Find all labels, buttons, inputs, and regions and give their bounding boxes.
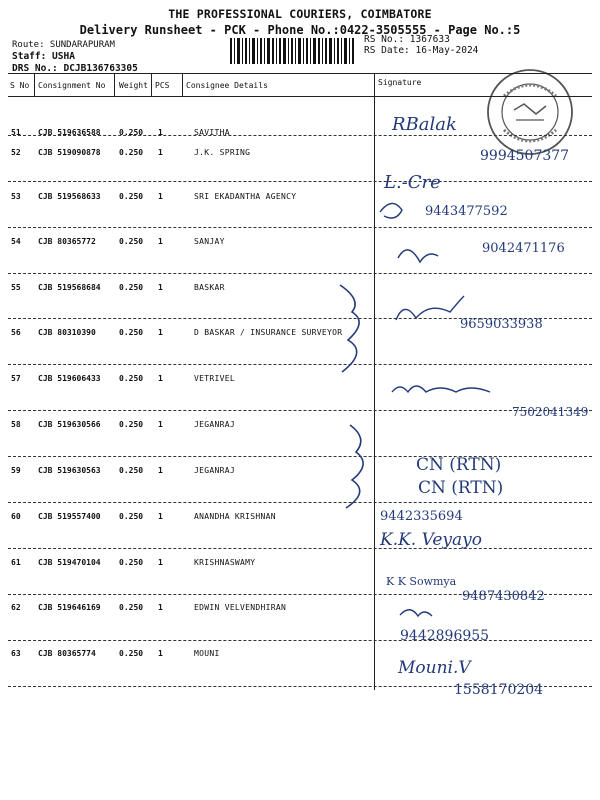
row-pcs: 1 [158,283,163,292]
row-consignee: JEGANRAJ [194,466,235,475]
signature-51: RBalak [392,114,457,135]
phone-61: 9487430842 [462,589,545,604]
row-consignee: BASKAR [194,283,225,292]
phone-52: 9994507377 [480,148,570,164]
row-consignment: CJB 80365774 [38,649,96,658]
row-sno: 61 [11,558,21,567]
row-consignment: CJB 519568684 [38,283,101,292]
row-sno: 56 [11,328,21,337]
phone-53: 9443477592 [425,204,508,219]
col-consignment-header: Consignment No [38,81,106,90]
row-sno: 57 [11,374,21,383]
row-weight: 0.250 [119,649,144,658]
rs-date: RS Date: 16-May-2024 [364,45,479,56]
row-sno: 63 [11,649,21,658]
row-consignment: CJB 519090878 [38,148,101,157]
row-separator [8,640,592,641]
row-separator [8,594,592,595]
signature-60: K.K. Veyayo [380,530,482,550]
row-pcs: 1 [158,649,163,658]
row-weight: 0.250 [119,466,144,475]
row-pcs: 1 [158,148,163,157]
row-sno: 62 [11,603,21,612]
row-weight: 0.250 [119,237,144,246]
staff-label: Staff: USHA [12,51,75,62]
row-consignee: J.K. SPRING [194,148,251,157]
row-consignment: CJB 519568633 [38,192,101,201]
col-divider [114,73,115,97]
row-sno: 53 [11,192,21,201]
row-sno: 58 [11,420,21,429]
row-pcs: 1 [158,128,163,137]
signature-52: L.-Cre [384,172,441,193]
signature-column-divider [374,73,375,690]
row-pcs: 1 [158,420,163,429]
phone-55-56: 9659033938 [460,317,543,332]
row-consignment: CJB 519606433 [38,374,101,383]
row-separator [8,181,592,182]
route-label: Route: SUNDARAPURAM [12,40,115,50]
header-top-rule [8,73,592,74]
row-consignee: D BASKAR / INSURANCE SURVEYOR [194,328,343,337]
row-pcs: 1 [158,512,163,521]
row-consignee: KRISHNASWAMY [194,558,256,567]
header-bottom-rule [8,96,592,97]
row-weight: 0.250 [119,328,144,337]
office-seal-stamp [484,66,576,158]
barcode [228,38,356,64]
row-consignment: CJB 519470104 [38,558,101,567]
row-pcs: 1 [158,466,163,475]
row-consignment: CJB 519557400 [38,512,101,521]
row-consignee: SRI EKADANTHA AGENCY [194,192,297,201]
row-pcs: 1 [158,374,163,383]
row-sno: 55 [11,283,21,292]
phone-63: 1558170204 [454,682,544,698]
col-divider [151,73,152,97]
row-consignee: SAVITHA [194,128,230,137]
row-sno: 59 [11,466,21,475]
rs-number: RS No.: 1367633 [364,34,450,45]
row-weight: 0.250 [119,283,144,292]
row-consignee: ANANDHA KRISHNAN [194,512,276,521]
signature-59: CN (RTN) [418,478,504,498]
row-sno: 60 [11,512,21,521]
row-weight: 0.250 [119,512,144,521]
row-consignee: MOUNI [194,649,220,658]
signature-57 [392,386,490,392]
row-sno: 54 [11,237,21,246]
row-weight: 0.250 [119,148,144,157]
col-pcs-header: PCS [155,81,170,90]
col-consignee-header: Consignee Details [186,81,268,90]
phone-54: 9042471176 [482,241,565,256]
signature-54 [398,250,438,262]
phone-60: 9442335694 [380,509,463,524]
bracket-mark [340,285,359,372]
signature-58: CN (RTN) [416,455,502,475]
row-consignment: CJB 519646169 [38,603,101,612]
row-pcs: 1 [158,603,163,612]
row-separator [8,686,592,687]
row-pcs: 1 [158,328,163,337]
row-consignment: CJB 519630563 [38,466,101,475]
drs-number: DRS No.: DCJB136763305 [12,63,138,74]
row-sno: 52 [11,148,21,157]
row-pcs: 1 [158,192,163,201]
signature-53 [380,203,402,218]
row-separator [8,410,592,411]
company-title: THE PROFESSIONAL COURIERS, COIMBATORE [168,7,432,21]
row-consignment: CJB 80310390 [38,328,96,337]
row-weight: 0.250 [119,374,144,383]
signature-62 [400,610,432,616]
row-consignee: SANJAY [194,237,225,246]
row-weight: 0.250 [119,128,144,137]
signature-63: Mouni.V [398,658,471,678]
row-separator [8,227,592,228]
row-separator [8,548,592,549]
row-separator [8,456,592,457]
row-consignee: VETRIVEL [194,374,235,383]
row-pcs: 1 [158,237,163,246]
row-consignee: EDWIN VELVENDHIRAN [194,603,287,612]
phone-62: 9442896955 [400,628,490,644]
row-separator [8,273,592,274]
row-consignment: CJB 80365772 [38,237,96,246]
row-pcs: 1 [158,558,163,567]
row-weight: 0.250 [119,192,144,201]
signature-61: K K Sowmya [386,575,457,588]
phone-57: 7502041349 [512,405,589,419]
col-divider [182,73,183,97]
row-weight: 0.250 [119,558,144,567]
row-consignment: CJB 519630566 [38,420,101,429]
col-divider [34,73,35,97]
row-separator [8,364,592,365]
row-separator [8,318,592,319]
row-separator [8,502,592,503]
runsheet-subtitle: Delivery Runsheet - PCK - Phone No.:0422-3505555 - Page No.:5 [79,23,521,37]
col-signature-header: Signature [378,78,422,87]
bracket-mark [346,425,363,508]
row-weight: 0.250 [119,420,144,429]
signature-55-56 [396,296,464,320]
row-consignee: JEGANRAJ [194,420,235,429]
row-sno: 51 [11,128,21,137]
row-weight: 0.250 [119,603,144,612]
row-consignment: CJB 519636588 [38,128,101,137]
row-separator [8,135,592,136]
col-sno-header: S No [10,81,30,90]
col-weight-header: Weight [119,81,148,90]
